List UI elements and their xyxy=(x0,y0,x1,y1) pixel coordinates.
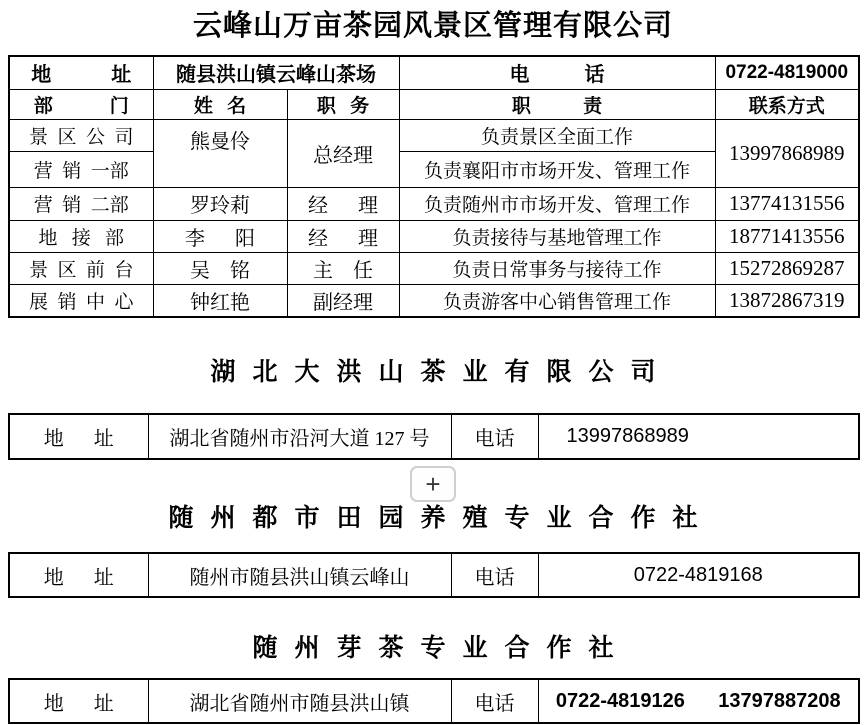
contact-cell: 13997868989 xyxy=(715,119,859,187)
table-row xyxy=(9,220,859,252)
position-cell: 主 任 xyxy=(287,252,399,284)
company2-title: 湖北大洪山茶业有限公司 xyxy=(210,359,673,386)
table-row xyxy=(9,284,859,317)
table-row xyxy=(9,414,859,459)
address-value-cell: 湖北省随州市随县洪山镇 xyxy=(148,679,451,723)
dept-cell: 展 销 中 心 xyxy=(9,284,153,317)
address-value-cell: 随县洪山镇云峰山茶场 xyxy=(153,56,399,89)
table-row xyxy=(9,679,859,723)
phone-label-cell: 电话 xyxy=(451,553,538,597)
position-cell: 经 理 xyxy=(287,220,399,252)
company3-contact-table xyxy=(8,552,860,598)
address-label-cell: 地 址 xyxy=(9,414,148,459)
contact-cell: 15272869287 xyxy=(715,252,859,284)
phone-value-cell: 0722-4819000 xyxy=(715,56,859,89)
phone-label-cell: 电 话 xyxy=(399,56,715,89)
add-section-button[interactable]: + xyxy=(410,466,456,502)
phone-label-cell: 电话 xyxy=(451,679,538,723)
dept-cell: 景 区 公 司 xyxy=(9,119,153,151)
company2-contact-table xyxy=(8,413,860,460)
name-cell: 吴 铭 xyxy=(153,252,287,284)
company4-contact-table xyxy=(8,678,860,724)
table-header-row xyxy=(9,89,859,119)
duty-cell: 负责景区全面工作 xyxy=(399,119,715,151)
table-row xyxy=(9,119,859,151)
contact-cell: 18771413556 xyxy=(715,220,859,252)
phone-value-cell: 0722-4819126 13797887208 xyxy=(538,679,859,723)
duty-cell: 负责接待与基地管理工作 xyxy=(399,220,715,252)
name-cell: 钟红艳 xyxy=(153,284,287,317)
phone-label-cell: 电话 xyxy=(451,414,538,459)
dept-cell: 地 接 部 xyxy=(9,220,153,252)
position-header-cell: 职 务 xyxy=(287,89,399,119)
dept-cell: 景 区 前 台 xyxy=(9,252,153,284)
dept-header-cell: 部 门 xyxy=(9,89,153,119)
duty-header-cell: 职 责 xyxy=(399,89,715,119)
table-row xyxy=(9,553,859,597)
company1-contact-table xyxy=(8,55,860,318)
contact-header-cell: 联系方式 xyxy=(715,89,859,119)
name-header-cell: 姓 名 xyxy=(153,89,287,119)
company3-title: 随州都市田园养殖专业合作社 xyxy=(168,505,715,532)
position-cell: 经 理 xyxy=(287,187,399,220)
phone-value-cell: 0722-4819168 xyxy=(538,553,859,597)
duty-cell: 负责游客中心销售管理工作 xyxy=(399,284,715,317)
table-row xyxy=(9,252,859,284)
company4-title: 随州芽茶专业合作社 xyxy=(252,635,631,662)
address-label-cell: 地 址 xyxy=(9,553,148,597)
name-cell: 熊曼伶 xyxy=(153,119,287,187)
address-value-cell: 湖北省随州市沿河大道 127 号 xyxy=(148,414,451,459)
table-row xyxy=(9,187,859,220)
address-label-cell: 地 址 xyxy=(9,56,153,89)
duty-cell: 负责襄阳市市场开发、管理工作 xyxy=(399,151,715,187)
name-cell: 罗玲莉 xyxy=(153,187,287,220)
name-cell: 李 阳 xyxy=(153,220,287,252)
contact-cell: 13774131556 xyxy=(715,187,859,220)
company1-title: 云峰山万亩茶园风景区管理有限公司 xyxy=(192,10,673,42)
position-cell: 总经理 xyxy=(287,119,399,187)
duty-cell: 负责随州市市场开发、管理工作 xyxy=(399,187,715,220)
address-value-cell: 随州市随县洪山镇云峰山 xyxy=(148,553,451,597)
address-label-cell: 地 址 xyxy=(9,679,148,723)
position-cell: 副经理 xyxy=(287,284,399,317)
duty-cell: 负责日常事务与接待工作 xyxy=(399,252,715,284)
dept-cell: 营 销 二部 xyxy=(9,187,153,220)
phone-value-cell: 13997868989 xyxy=(538,414,859,459)
dept-cell: 营 销 一部 xyxy=(9,151,153,187)
contact-cell: 13872867319 xyxy=(715,284,859,317)
table-row xyxy=(9,56,859,89)
